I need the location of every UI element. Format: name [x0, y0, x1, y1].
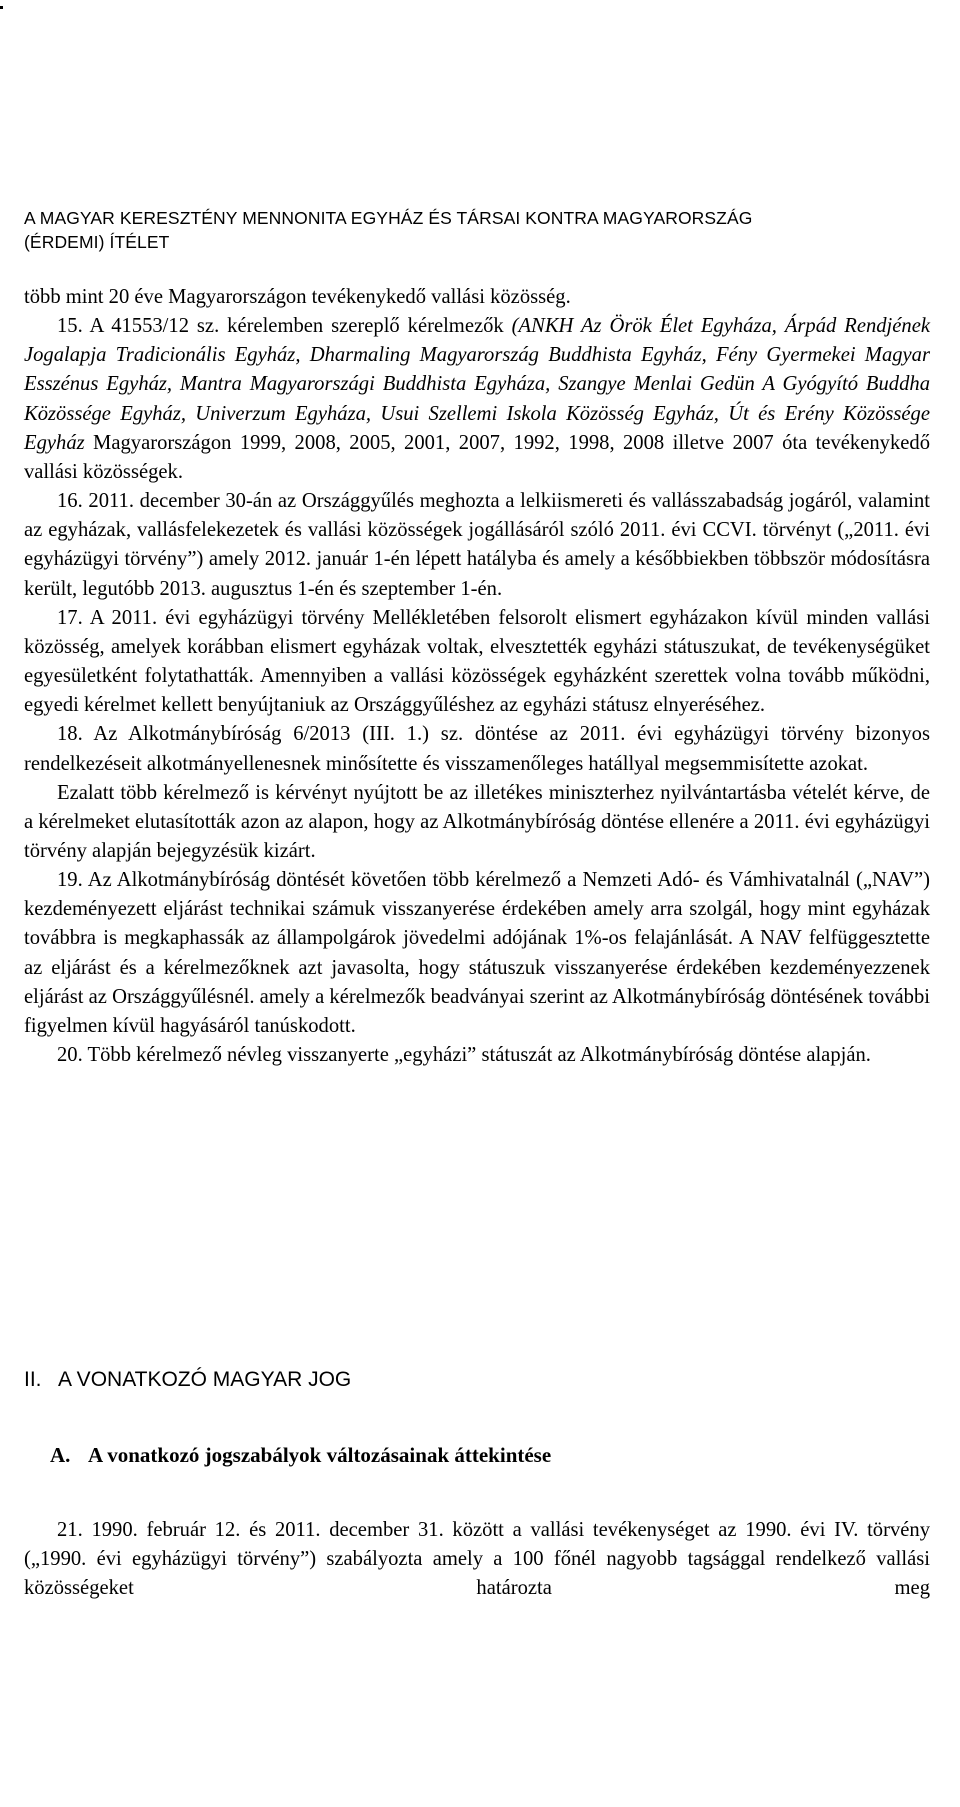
paragraph-intro: több mint 20 éve Magyarországon tevékenykedő vallási közösség.: [24, 286, 571, 308]
paragraph-18-continued: Ezalatt több kérelmező is kérvényt nyújtott be az illetékes miniszterhez nyilvántartásba vételét kérve, de a kérelmeket elutasították azon az alapon, hogy az Alkotmánybíróság döntése ellenére a 2011. évi egyházügyi törvény alapján bejegyzésük kizárt.: [24, 781, 930, 862]
subsection-title: A vonatkozó jogszabályok változásainak áttekintése: [88, 1443, 552, 1467]
body-text-continued: [24, 1516, 930, 1603]
paragraph-18: 18. Az Alkotmánybíróság 6/2013 (III. 1.) sz. döntése az 2011. évi egyházügyi törvény bizonyos rendelkezéseit alkotmányellenesnek minősítette és visszamenőleges hatállyal megsemmisítette azokat.: [24, 723, 930, 775]
paragraph-16: 16. 2011. december 30-án az Országgyűlés meghozta a lelkiismereti és vallásszabadság jogáról, valamint az egyházak, vallásfelekezetek és vallási közösségek jogállásáról szóló 2011. évi CCVI. törvényt („2011. évi egyházügyi törvény”) amely 2012. január 1-én lépett hatályba és amely a későbbiekben többször módosításra került, legutóbb 2013. augusztus 1-én és szeptember 1-én.: [24, 490, 930, 600]
paragraph-15-start: 15. A 41553/12 sz. kérelemben szereplő kérelmezők: [57, 315, 512, 338]
section-number: II.: [24, 1368, 42, 1391]
paragraph-15-end: Magyarországon 1999, 2008, 2005, 2001, 2007, 1992, 1998, 2008 illetve 2007 óta tevékenykedő vallási közösségek.: [24, 431, 930, 483]
paragraph-15-applicants: (ANKH Az Örök Élet Egyháza, Árpád Rendjének Jogalapja Tradicionális Egyház, Dharmaling Magyarország Buddhista Egyház, Fény Gyermekei Magyar Esszénus Egyház, Mantra Magyarországi Buddhista Egyháza, Szangye Menlai Gedün A Gyógyító Buddha Közössége Egyház, Univerzum Egyháza, Usui Szellemi Iskola Közösség Egyház, Út és Erény Közössége Egyház: [24, 315, 930, 454]
scan-mark: [0, 6, 3, 9]
subsection-number: A.: [50, 1443, 71, 1467]
paragraph-20: 20. Több kérelmező névleg visszanyerte „egyházi” státuszát az Alkotmánybíróság döntése alapján.: [57, 1044, 871, 1067]
header-line-1: A MAGYAR KERESZTÉNY MENNONITA EGYHÁZ ÉS TÁRSAI KONTRA MAGYARORSZÁG: [24, 208, 753, 228]
subsection-heading: [50, 1441, 910, 1469]
paragraph-19: 19. Az Alkotmánybíróság döntését követően több kérelmező a Nemzeti Adó- és Vámhivatalnál („NAV”) kezdeményezett eljárást technikai számuk visszanyerése érdekében amely arra szolgál, hogy mint egyházak továbbra is megkaphassák az állampolgárok jövedelmi adójának 1%-os felajánlását. A NAV felfüggesztette az eljárást és a kérelmezőknek azt javasolta, hogy státuszuk visszanyerése érdekében kezdeményezzenek eljárást az Országgyűlésnél. amely a kérelmezők beadványai szerint az Alkotmánybíróság döntésének további figyelmen kívül hagyásáról tanúskodott.: [24, 869, 930, 1037]
section-heading: [24, 1366, 924, 1394]
paragraph-21: 21. 1990. február 12. és 2011. december 31. között a vallási tevékenységet az 1990. évi IV. törvény („1990. évi egyházügyi törvény”) szabályozta amely a 100 főnél nagyobb tagsággal rendelkező vallási közösségeket határozta meg: [24, 1519, 930, 1600]
section-title: A VONATKOZÓ MAGYAR JOG: [58, 1368, 352, 1391]
paragraph-17: 17. A 2011. évi egyházügyi törvény Mellékletében felsorolt elismert egyházakon kívül minden vallási közösség, amelyek korábban elismert egyházak voltak, elvesztették egyházi státuszukat, de tevékenységüket egyesületként folytathatták. Amennyiben a vallási közösségek egyházként szerettek volna tovább működni, egyedi kérelmet kellett benyújtaniuk az Országgyűléshez az egyházi státusz elnyeréséhez.: [24, 606, 930, 717]
running-header: [24, 206, 924, 254]
body-text: [24, 283, 930, 1070]
header-line-2: (ÉRDEMI) ÍTÉLET: [24, 232, 170, 252]
paragraph-15: [24, 312, 930, 487]
